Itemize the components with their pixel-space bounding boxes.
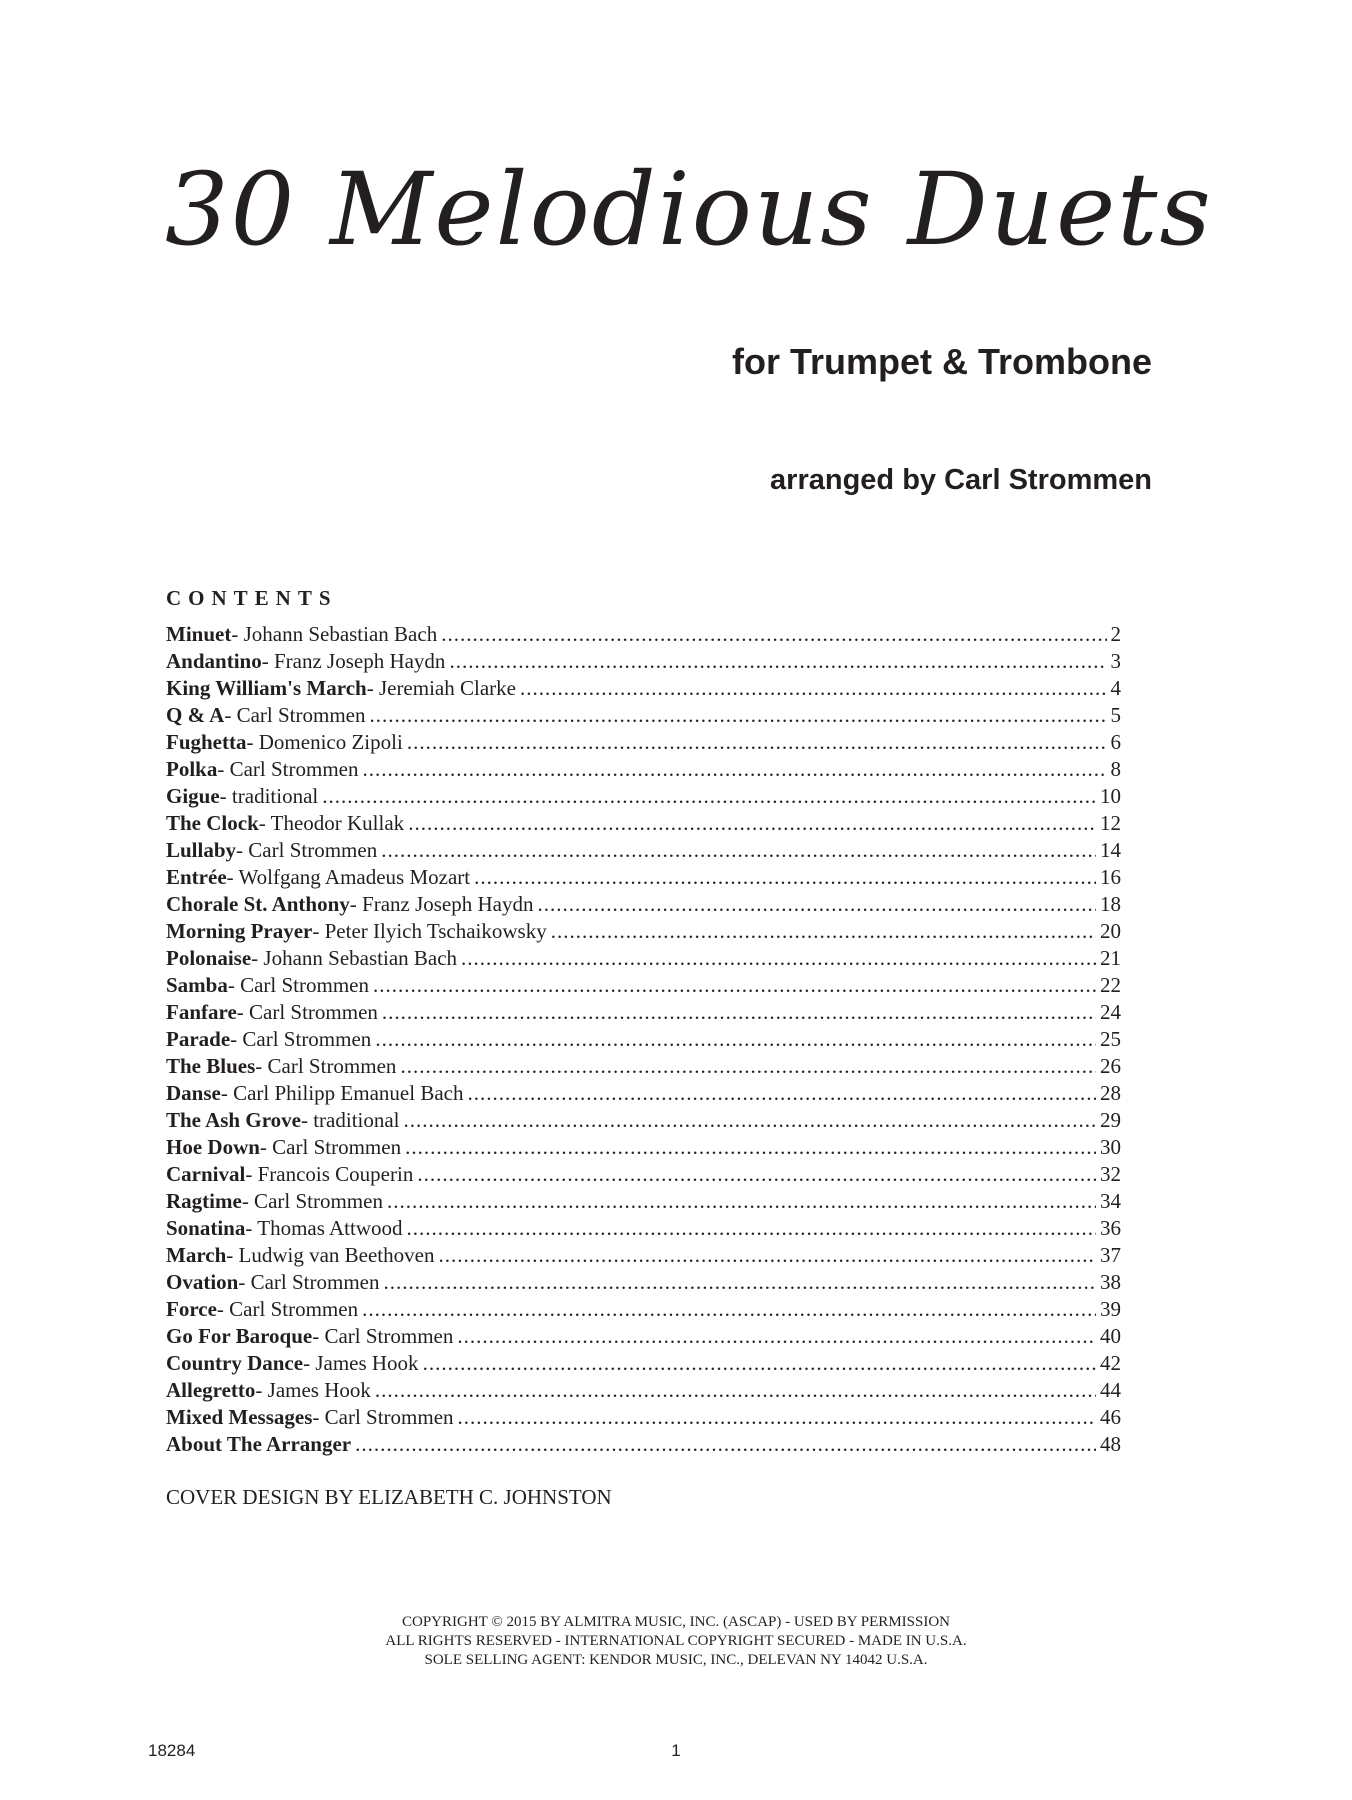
toc-entry-title: Entrée bbox=[166, 865, 227, 889]
toc-entry-composer: - Wolfgang Amadeus Mozart bbox=[226, 865, 471, 889]
toc-entry-title: Go For Baroque bbox=[166, 1324, 313, 1348]
toc-entry bbox=[166, 1431, 1121, 1458]
toc-entry-composer: - Carl Strommen bbox=[255, 1054, 397, 1078]
toc-leader-dots bbox=[375, 1377, 1096, 1404]
copyright-line: ALL RIGHTS RESERVED - INTERNATIONAL COPYRIGHT SECURED - MADE IN U.S.A. bbox=[385, 1633, 967, 1649]
toc-entry-page: 29 bbox=[1100, 1108, 1121, 1132]
copyright-line: COPYRIGHT © 2015 BY ALMITRA MUSIC, INC. (ASCAP) - USED BY PERMISSION bbox=[402, 1614, 950, 1630]
toc-entry bbox=[166, 675, 1121, 702]
toc-entry-composer: - Carl Strommen bbox=[224, 703, 366, 727]
toc-entry-page: 16 bbox=[1100, 865, 1121, 889]
toc-entry-page: 21 bbox=[1100, 946, 1121, 970]
toc-entry bbox=[166, 945, 1121, 972]
toc-entry bbox=[166, 1269, 1121, 1296]
toc-entry-page: 26 bbox=[1100, 1054, 1121, 1078]
book-title: 30 Melodious Duets bbox=[165, 151, 1213, 268]
toc-entry-composer: - Domenico Zipoli bbox=[246, 730, 403, 754]
toc-leader-dots bbox=[404, 1107, 1096, 1134]
toc-leader-dots bbox=[382, 999, 1096, 1026]
toc-entry-composer: - Franz Joseph Haydn bbox=[261, 649, 446, 673]
toc-entry-title: King William's March bbox=[166, 676, 367, 700]
toc-leader-dots bbox=[441, 621, 1106, 648]
toc-entry-title: Lullaby bbox=[166, 838, 237, 862]
toc-leader-dots bbox=[408, 810, 1096, 837]
toc-entry-page: 48 bbox=[1100, 1432, 1121, 1456]
toc-entry-page: 18 bbox=[1100, 892, 1121, 916]
toc-entry-composer: - Carl Strommen bbox=[312, 1405, 454, 1429]
toc-entry-title: The Clock bbox=[166, 811, 259, 835]
toc-entry-page: 6 bbox=[1110, 730, 1121, 754]
toc-entry-title: Ragtime bbox=[166, 1189, 242, 1213]
toc-entry-composer: - Carl Strommen bbox=[312, 1324, 454, 1348]
toc-entry-title: The Blues bbox=[166, 1054, 256, 1078]
toc-entry bbox=[166, 1296, 1121, 1323]
toc-leader-dots bbox=[363, 756, 1107, 783]
toc-entry bbox=[166, 972, 1121, 999]
toc-entry-page: 25 bbox=[1100, 1027, 1121, 1051]
toc-entry-title: Polka bbox=[166, 757, 218, 781]
toc-leader-dots bbox=[417, 1161, 1096, 1188]
copyright-notice bbox=[0, 1613, 1352, 1670]
toc-entry bbox=[166, 1026, 1121, 1053]
toc-entry-title: Danse bbox=[166, 1081, 221, 1105]
toc-entry-page: 37 bbox=[1100, 1243, 1121, 1267]
toc-leader-dots bbox=[474, 864, 1096, 891]
toc-entry-page: 22 bbox=[1100, 973, 1121, 997]
toc-entry bbox=[166, 729, 1121, 756]
toc-leader-dots bbox=[538, 891, 1097, 918]
catalog-number: 18284 bbox=[148, 1741, 196, 1760]
toc-entry-title: Sonatina bbox=[166, 1216, 246, 1240]
toc-entry-composer: - Johann Sebastian Bach bbox=[231, 622, 438, 646]
toc-entry bbox=[166, 1080, 1121, 1107]
toc-entry-page: 40 bbox=[1100, 1324, 1121, 1348]
toc-entry-page: 39 bbox=[1100, 1297, 1121, 1321]
toc-entry bbox=[166, 1107, 1121, 1134]
toc-entry bbox=[166, 1215, 1121, 1242]
toc-entry bbox=[166, 1242, 1121, 1269]
toc-entry bbox=[166, 1377, 1121, 1404]
toc-entry-composer: - Carl Strommen bbox=[227, 973, 370, 997]
toc-leader-dots bbox=[449, 648, 1106, 675]
toc-leader-dots bbox=[438, 1242, 1096, 1269]
toc-leader-dots bbox=[381, 837, 1096, 864]
toc-entry-title: Fanfare bbox=[166, 1000, 237, 1024]
toc-entry bbox=[166, 1188, 1121, 1215]
toc-entry-composer: - traditional bbox=[300, 1108, 400, 1132]
toc-entry-title: About The Arranger bbox=[166, 1432, 352, 1456]
toc-leader-dots bbox=[423, 1350, 1096, 1377]
toc-entry-page: 28 bbox=[1100, 1081, 1121, 1105]
toc-entry-composer: - Carl Strommen bbox=[241, 1189, 383, 1213]
toc-entry-title: Carnival bbox=[166, 1162, 246, 1186]
toc-entry-page: 36 bbox=[1100, 1216, 1121, 1240]
toc-leader-dots bbox=[551, 918, 1096, 945]
toc-entry-title: Gigue bbox=[166, 784, 220, 808]
toc-entry bbox=[166, 999, 1121, 1026]
toc-entry-title: Andantino bbox=[166, 649, 262, 673]
toc-entry bbox=[166, 918, 1121, 945]
toc-entry-page: 32 bbox=[1100, 1162, 1121, 1186]
page-number: 1 bbox=[671, 1741, 681, 1760]
toc-entry bbox=[166, 621, 1121, 648]
toc-entry-composer: - Carl Strommen bbox=[217, 757, 359, 781]
toc-entry-title: Chorale St. Anthony bbox=[166, 892, 350, 916]
arranger-credit: arranged by Carl Strommen bbox=[770, 464, 1152, 496]
toc-leader-dots bbox=[461, 945, 1096, 972]
toc-entry bbox=[166, 1053, 1121, 1080]
toc-entry bbox=[166, 783, 1121, 810]
toc-entry-composer: - Carl Philipp Emanuel Bach bbox=[220, 1081, 464, 1105]
copyright-line: SOLE SELLING AGENT: KENDOR MUSIC, INC., DELEVAN NY 14042 U.S.A. bbox=[424, 1652, 928, 1668]
toc-entry bbox=[166, 1161, 1121, 1188]
toc-entry-composer: - Carl Strommen bbox=[259, 1135, 402, 1159]
toc-leader-dots bbox=[467, 1080, 1096, 1107]
toc-leader-dots bbox=[362, 1296, 1096, 1323]
toc-entry bbox=[166, 1323, 1121, 1350]
toc-entry-composer: - James Hook bbox=[255, 1378, 371, 1402]
toc-entry-title: Allegretto bbox=[166, 1378, 256, 1402]
toc-entry-page: 12 bbox=[1100, 811, 1121, 835]
toc-entry-title: Morning Prayer bbox=[166, 919, 313, 943]
toc-leader-dots bbox=[322, 783, 1096, 810]
toc-leader-dots bbox=[373, 972, 1096, 999]
toc-entry-page: 34 bbox=[1100, 1189, 1121, 1213]
toc-entry bbox=[166, 891, 1121, 918]
table-of-contents bbox=[166, 621, 1121, 1458]
toc-entry bbox=[166, 756, 1121, 783]
toc-entry-title: Parade bbox=[166, 1027, 231, 1051]
toc-entry-page: 3 bbox=[1110, 649, 1121, 673]
toc-entry-composer: - Theodor Kullak bbox=[258, 811, 405, 835]
toc-entry-title: Ovation bbox=[166, 1270, 239, 1294]
toc-entry-page: 4 bbox=[1110, 676, 1121, 700]
toc-entry-page: 5 bbox=[1110, 703, 1121, 727]
toc-entry-page: 20 bbox=[1100, 919, 1121, 943]
toc-entry bbox=[166, 702, 1121, 729]
toc-entry-title: Country Dance bbox=[166, 1351, 304, 1375]
toc-entry bbox=[166, 1404, 1121, 1431]
toc-leader-dots bbox=[457, 1323, 1096, 1350]
toc-leader-dots bbox=[384, 1269, 1097, 1296]
toc-entry-title: The Ash Grove bbox=[166, 1108, 301, 1132]
toc-entry-page: 46 bbox=[1100, 1405, 1121, 1429]
toc-entry-composer: - Peter Ilyich Tschaikowsky bbox=[312, 919, 547, 943]
toc-entry-page: 2 bbox=[1110, 622, 1121, 646]
toc-entry-page: 24 bbox=[1100, 1000, 1121, 1024]
toc-entry-composer: - Carl Strommen bbox=[230, 1027, 372, 1051]
toc-entry-composer: - Thomas Attwood bbox=[245, 1216, 403, 1240]
toc-entry-composer: - Carl Strommen bbox=[236, 1000, 378, 1024]
toc-entry-composer: - traditional bbox=[219, 784, 319, 808]
toc-entry-composer: - Johann Sebastian Bach bbox=[251, 946, 458, 970]
toc-leader-dots bbox=[387, 1188, 1096, 1215]
toc-entry bbox=[166, 810, 1121, 837]
toc-entry-title: Mixed Messages bbox=[166, 1405, 313, 1429]
toc-entry bbox=[166, 648, 1121, 675]
contents-heading: CONTENTS bbox=[166, 586, 338, 610]
toc-entry-title: March bbox=[166, 1243, 227, 1267]
toc-entry-page: 38 bbox=[1100, 1270, 1121, 1294]
toc-entry bbox=[166, 1350, 1121, 1377]
toc-entry-page: 14 bbox=[1100, 838, 1121, 862]
toc-leader-dots bbox=[407, 1215, 1097, 1242]
toc-leader-dots bbox=[520, 675, 1107, 702]
toc-entry-page: 30 bbox=[1100, 1135, 1121, 1159]
toc-entry-title: Q & A bbox=[166, 703, 225, 727]
toc-entry-composer: - James Hook bbox=[303, 1351, 419, 1375]
toc-entry-composer: - Francois Couperin bbox=[245, 1162, 414, 1186]
toc-entry-page: 44 bbox=[1100, 1378, 1121, 1402]
toc-leader-dots bbox=[355, 1431, 1096, 1458]
toc-entry-composer: - Carl Strommen bbox=[238, 1270, 380, 1294]
toc-entry-page: 10 bbox=[1100, 784, 1121, 808]
toc-entry-title: Samba bbox=[166, 973, 228, 997]
toc-entry bbox=[166, 837, 1121, 864]
toc-leader-dots bbox=[407, 729, 1107, 756]
toc-entry-title: Fughetta bbox=[166, 730, 247, 754]
toc-entry-composer: - Carl Strommen bbox=[216, 1297, 359, 1321]
toc-entry-title: Force bbox=[166, 1297, 217, 1321]
cover-design-credit: COVER DESIGN BY ELIZABETH C. JOHNSTON bbox=[166, 1485, 612, 1509]
toc-entry bbox=[166, 1134, 1121, 1161]
toc-entry-composer: - Franz Joseph Haydn bbox=[349, 892, 534, 916]
toc-entry-title: Polonaise bbox=[166, 946, 252, 970]
toc-leader-dots bbox=[458, 1404, 1096, 1431]
toc-entry-composer: - Carl Strommen bbox=[236, 838, 378, 862]
toc-entry-composer: - Ludwig van Beethoven bbox=[226, 1243, 435, 1267]
toc-entry-composer: - Jeremiah Clarke bbox=[366, 676, 516, 700]
book-subtitle: for Trumpet & Trombone bbox=[731, 341, 1152, 382]
toc-entry-title: Hoe Down bbox=[166, 1135, 260, 1159]
toc-entry bbox=[166, 864, 1121, 891]
toc-entry-page: 8 bbox=[1110, 757, 1121, 781]
toc-leader-dots bbox=[405, 1134, 1096, 1161]
toc-leader-dots bbox=[400, 1053, 1096, 1080]
toc-entry-title: Minuet bbox=[166, 622, 232, 646]
toc-leader-dots bbox=[370, 702, 1107, 729]
toc-entry-page: 42 bbox=[1100, 1351, 1121, 1375]
toc-leader-dots bbox=[375, 1026, 1096, 1053]
